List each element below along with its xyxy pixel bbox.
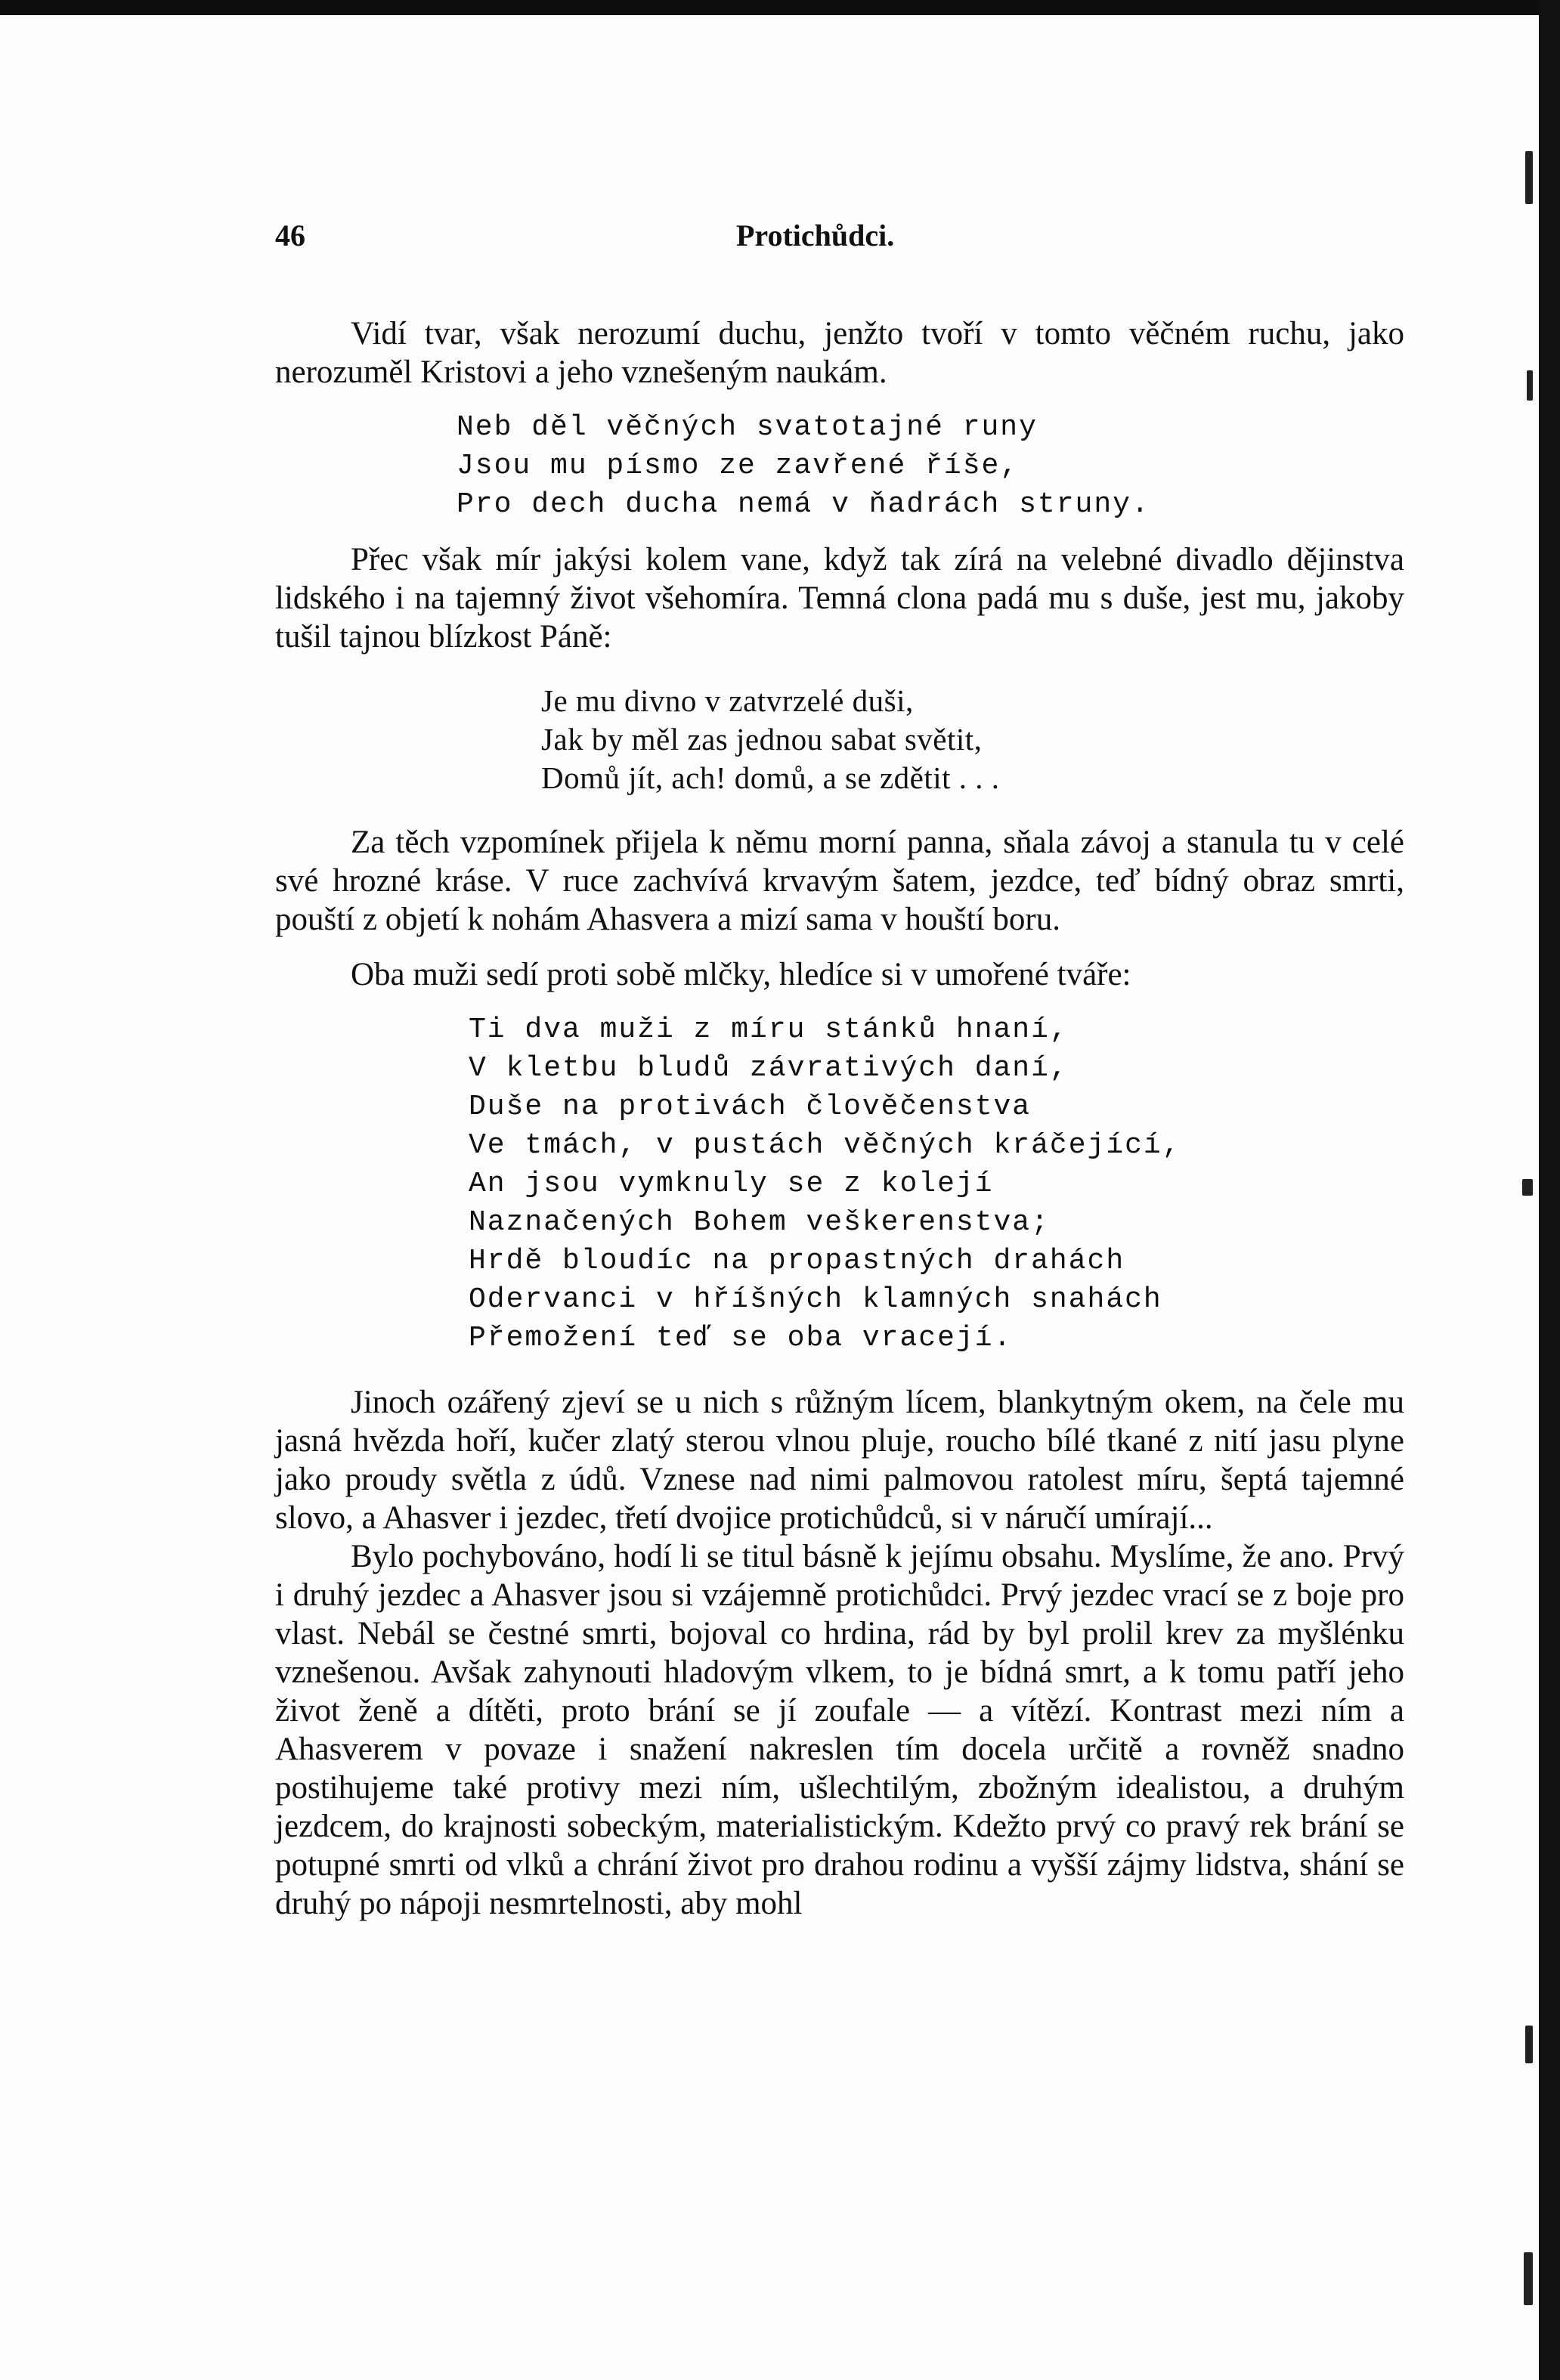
body-text xyxy=(275,314,1404,1923)
scan-artifact xyxy=(1527,370,1533,401)
scan-artifact xyxy=(1525,2026,1533,2063)
verse-line: V kletbu bludů závrativých daní, xyxy=(469,1052,1069,1085)
verse-line: Hrdě bloudíc na propastných drahách xyxy=(469,1245,1125,1277)
scan-border xyxy=(1539,0,1560,2380)
verse-line: Přemožení teď se oba vracejí. xyxy=(469,1322,1013,1354)
page-number: 46 xyxy=(275,218,305,252)
verse-line: Pro dech ducha nemá v ňadrách struny. xyxy=(457,488,1150,521)
scan-artifact xyxy=(1525,151,1533,204)
paragraph-6: Bylo pochybováno, hodí li se titul básně k jejímu obsahu. Myslíme, že ano. Prvý i druhý jezdec a Ahasver jsou si vzájemně protichůdci. Prvý jezdec vrací se z boje pro vlast. Nebál se čestné smrti, bojoval co hrdina, rád by byl prolil krev za myšlénku vznešenou. Avšak zahynouti hladovým vlkem, to je bídná smrt, a k tomu patří jeho život ženě a dítěti, proto brání se jí zoufale — a vítězí. Kontrast mezi ním a Ahasverem v povaze i snažení nakreslen tím docela určitě a rovněž snadno postihujeme také protivy mezi ním, ušlechtilým, zbožným idealistou, a druhým jezdcem, do krajnosti sobeckým, materialistickým. Kdežto prvý co pravý rek brání se potupné smrti od vlků a chrání život pro drahou rodinu a vyšší zájmy lidstva, shání se druhý po nápoji nesmrtelnosti, aby mohl xyxy=(275,1539,1404,1921)
book-page xyxy=(0,15,1539,2380)
verse-line: An jsou vymknuly se z kolejí xyxy=(469,1168,994,1200)
verse-stanza-3 xyxy=(275,1010,1404,1357)
verse-stanza-1 xyxy=(275,408,1404,524)
verse-line: Ve tmách, v pustách věčných kráčející, xyxy=(469,1129,1181,1162)
paragraph-2: Přec však mír jakýsi kolem vane, když tak zírá na velebné divadlo dějinstva lidského i na tajemný život všehomíra. Temná clona padá mu s duše, jest mu, jakoby tušil tajnou blízkost Páně: xyxy=(275,542,1404,655)
verse-line: Je mu divno v zatvrzelé duši, xyxy=(541,683,914,718)
verse-stanza-2 xyxy=(275,682,1404,797)
verse-line: Domů jít, ach! domů, a se zdětit . . . xyxy=(541,760,1000,795)
verse-line: Jak by měl zas jednou sabat světit, xyxy=(541,722,983,757)
running-head xyxy=(275,218,1401,255)
verse-line: Duše na protivách člověčenstva xyxy=(469,1091,1032,1123)
paragraph-4: Oba muži sedí proti sobě mlčky, hledíce si v umořené tváře: xyxy=(351,957,1131,992)
paragraph-5: Jinoch ozářený zjeví se u nich s růžným lícem, blankytným okem, na čele mu jasná hvězda hoří, kučer zlatý sterou vlnou pluje, roucho bílé tkané z nití jasu plyne jako proudy světla z údů. Vznese nad nimi palmovou ratolest míru, šeptá tajemné slovo, a Ahasver i jezdec, třetí dvojice protichůdců, si v náručí umírají... xyxy=(275,1385,1404,1536)
paragraph-3: Za těch vzpomínek přijela k němu morní panna, sňala závoj a stanula tu v celé své hrozné kráse. V ruce zachvívá krvavým šatem, jezdce, teď bídný obraz smrti, pouští z objetí k nohám Ahasvera a mizí sama v houští boru. xyxy=(275,825,1404,937)
verse-line: Naznačených Bohem veškerenstva; xyxy=(469,1206,1050,1239)
verse-line: Jsou mu písmo ze zavřené říše, xyxy=(457,450,1020,482)
paragraph-1: Vidí tvar, však nerozumí duchu, jenžto tvoří v tomto věčném ruchu, jako nerozuměl Kristovi a jeho vznešeným naukám. xyxy=(275,316,1404,390)
verse-line: Ti dva muži z míru stánků hnaní, xyxy=(469,1014,1069,1046)
running-title: Protichůdci. xyxy=(736,218,895,252)
verse-line: Neb děl věčných svatotajné runy xyxy=(457,411,1038,444)
verse-line: Odervanci v hříšných klamných snahách xyxy=(469,1283,1162,1316)
scan-artifact xyxy=(1522,1179,1533,1196)
scan-artifact xyxy=(1524,2252,1533,2305)
